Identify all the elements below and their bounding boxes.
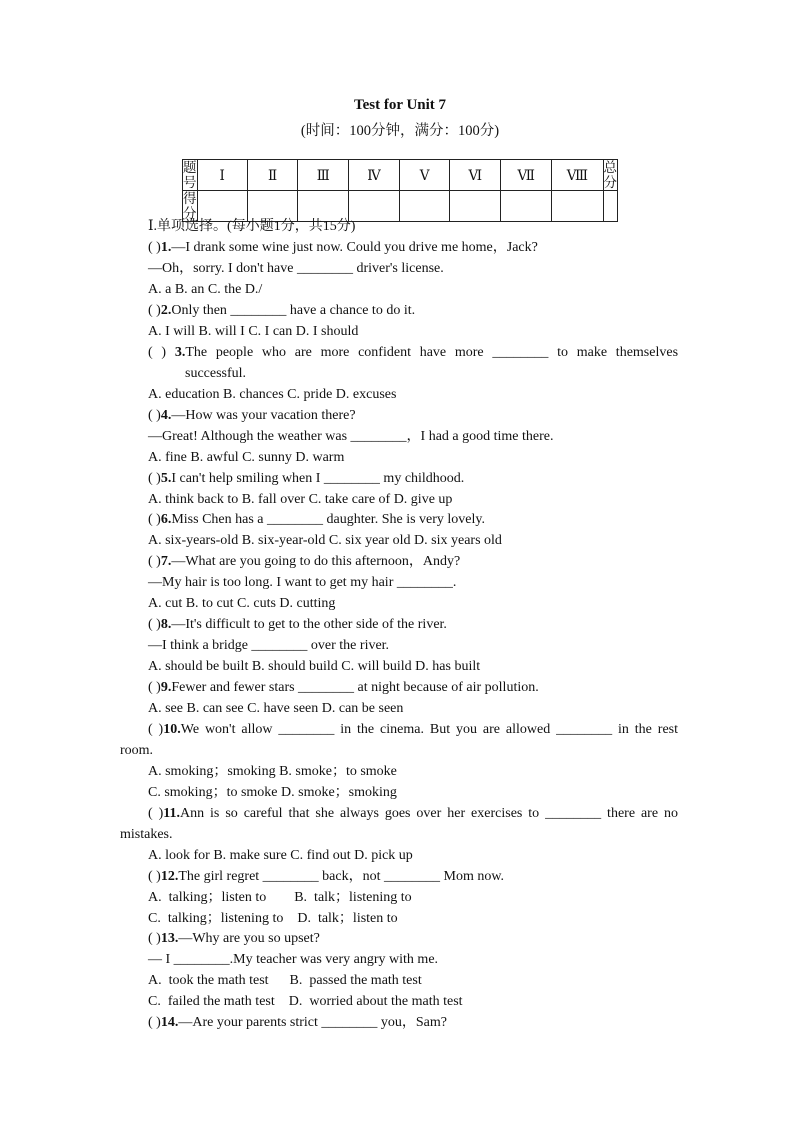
score-input-cell bbox=[450, 191, 501, 222]
score-cell: Ⅱ bbox=[247, 160, 298, 191]
question-8 bbox=[148, 617, 447, 633]
question-number: 4. bbox=[160, 408, 172, 423]
page-title: Test for Unit 7 bbox=[353, 97, 447, 113]
question-options: A. should be built B. should build C. will build D. has built bbox=[148, 659, 481, 674]
answer-paren: ( ) bbox=[148, 806, 164, 821]
score-input-cell bbox=[552, 191, 603, 222]
question-options: A. smoking；smoking B. smoke；to smoke bbox=[148, 764, 397, 779]
question-options: A. I will B. will I C. I can D. I should bbox=[148, 324, 359, 339]
question-text: I can't help smiling when I ________ my childhood. bbox=[171, 471, 465, 486]
score-input-cell bbox=[247, 191, 298, 222]
answer-paren: ( ) bbox=[148, 240, 161, 255]
score-input-cell bbox=[298, 191, 349, 222]
answer-paren: ( ) bbox=[148, 869, 161, 884]
question-reply: —Oh，sorry. I don't have ________ driver's license. bbox=[148, 261, 444, 276]
answer-paren: ( ) bbox=[148, 345, 167, 360]
question-3 bbox=[148, 345, 678, 361]
question-text: —Why are you so upset? bbox=[178, 931, 320, 946]
question-number: 11. bbox=[163, 806, 180, 821]
question-options: A. fine B. awful C. sunny D. warm bbox=[148, 450, 345, 465]
question-10 bbox=[148, 722, 678, 738]
question-reply: — I ________.My teacher was very angry with me. bbox=[148, 952, 439, 967]
score-cell: Ⅲ bbox=[298, 160, 349, 191]
question-options: C. failed the math test D. worried about the math test bbox=[148, 994, 463, 1009]
answer-paren: ( ) bbox=[148, 512, 161, 527]
question-text: Ann is so careful that she always goes over her exercises to ________ there are no bbox=[180, 806, 678, 821]
question-text: Miss Chen has a ________ daughter. She is very lovely. bbox=[171, 512, 485, 527]
answer-paren: ( ) bbox=[148, 408, 161, 423]
answer-paren: ( ) bbox=[148, 722, 164, 737]
question-text: We won't allow ________ in the cinema. But you are allowed ________ in the rest bbox=[180, 722, 678, 737]
score-input-cell bbox=[399, 191, 450, 222]
score-input-cell bbox=[197, 191, 247, 222]
score-table-score-row bbox=[183, 191, 618, 222]
question-7 bbox=[148, 554, 460, 570]
question-number: 10. bbox=[163, 722, 181, 737]
question-number: 9. bbox=[160, 680, 172, 695]
score-input-cell bbox=[501, 191, 552, 222]
question-1 bbox=[148, 240, 538, 256]
page-subtitle: (时间：100分钟，满分：100分) bbox=[300, 123, 500, 139]
answer-paren: ( ) bbox=[148, 617, 161, 632]
question-11 bbox=[148, 806, 678, 822]
question-number: 7. bbox=[160, 554, 172, 569]
question-12 bbox=[148, 869, 504, 885]
question-number: 2. bbox=[160, 303, 172, 318]
question-options: A. six-years-old B. six-year-old C. six year old D. six years old bbox=[148, 533, 502, 548]
question-options: A. a B. an C. the D./ bbox=[148, 282, 263, 297]
score-cell: 总分 bbox=[603, 160, 617, 190]
question-options: C. talking；listening to D. talk；listen to bbox=[148, 911, 398, 926]
question-options: A. think back to B. fall over C. take care of D. give up bbox=[148, 492, 453, 507]
question-options: A. look for B. make sure C. find out D. pick up bbox=[148, 848, 413, 863]
score-input-cell bbox=[349, 191, 400, 222]
question-9 bbox=[148, 680, 539, 696]
question-number: 13. bbox=[160, 931, 179, 946]
question-number: 14. bbox=[160, 1015, 179, 1030]
question-number: 5. bbox=[160, 471, 172, 486]
answer-paren: ( ) bbox=[148, 680, 161, 695]
question-5 bbox=[148, 471, 464, 487]
answer-paren: ( ) bbox=[148, 931, 161, 946]
question-text: Only then ________ have a chance to do it. bbox=[171, 303, 416, 318]
question-options: A. see B. can see C. have seen D. can be seen bbox=[148, 701, 404, 716]
question-text: —It's difficult to get to the other side of the river. bbox=[171, 617, 447, 632]
question-text-continued: room. bbox=[120, 743, 154, 758]
question-options: C. smoking；to smoke D. smoke；smoking bbox=[148, 785, 397, 800]
question-text-continued: successful. bbox=[185, 366, 247, 381]
score-cell: Ⅷ bbox=[552, 160, 603, 191]
score-cell: 得分 bbox=[183, 191, 197, 221]
question-text: —I drank some wine just now. Could you drive me home，Jack? bbox=[171, 240, 538, 255]
score-table bbox=[182, 159, 618, 222]
question-text: —What are you going to do this afternoon，Andy? bbox=[171, 554, 461, 569]
score-cell: Ⅶ bbox=[501, 160, 552, 191]
score-cell: Ⅴ bbox=[399, 160, 450, 191]
answer-paren: ( ) bbox=[148, 1015, 161, 1030]
question-4 bbox=[148, 408, 356, 424]
question-reply: —I think a bridge ________ over the river. bbox=[148, 638, 390, 653]
score-cell: Ⅰ bbox=[197, 160, 247, 191]
question-number: 1. bbox=[160, 240, 172, 255]
question-options: A. education B. chances C. pride D. excuses bbox=[148, 387, 397, 402]
question-number: 6. bbox=[160, 512, 172, 527]
question-text: —Are your parents strict ________ you，Sam? bbox=[178, 1015, 448, 1030]
question-options: A. cut B. to cut C. cuts D. cutting bbox=[148, 596, 336, 611]
answer-paren: ( ) bbox=[148, 554, 161, 569]
question-options: A. took the math test B. passed the math test bbox=[148, 973, 422, 988]
question-text: The girl regret ________ back，not ________ Mom now. bbox=[178, 869, 505, 884]
score-cell: Ⅳ bbox=[349, 160, 400, 191]
score-cell: 题号 bbox=[183, 160, 197, 190]
score-table-header-row bbox=[183, 160, 618, 191]
question-6 bbox=[148, 512, 485, 528]
question-options: A. talking；listen to B. talk；listening to bbox=[148, 890, 412, 905]
question-number: 8. bbox=[160, 617, 172, 632]
question-13 bbox=[148, 931, 320, 947]
question-text: —How was your vacation there? bbox=[171, 408, 356, 423]
question-14 bbox=[148, 1015, 447, 1031]
section-heading: Ⅰ.单项选择。(每小题1分，共15分) bbox=[148, 219, 356, 234]
question-2 bbox=[148, 303, 415, 319]
score-cell: Ⅵ bbox=[450, 160, 501, 191]
question-number: 3. bbox=[174, 345, 186, 360]
answer-paren: ( ) bbox=[148, 303, 161, 318]
question-number: 12. bbox=[160, 869, 179, 884]
question-reply: —Great! Although the weather was ________，I had a good time there. bbox=[148, 429, 554, 444]
answer-paren: ( ) bbox=[148, 471, 161, 486]
question-text: Fewer and fewer stars ________ at night because of air pollution. bbox=[171, 680, 539, 695]
question-reply: —My hair is too long. I want to get my hair ________. bbox=[148, 575, 457, 590]
question-text: The people who are more confident have more ________ to make themselves bbox=[185, 345, 679, 360]
question-text-continued: mistakes. bbox=[120, 827, 173, 842]
score-input-cell bbox=[603, 191, 618, 222]
